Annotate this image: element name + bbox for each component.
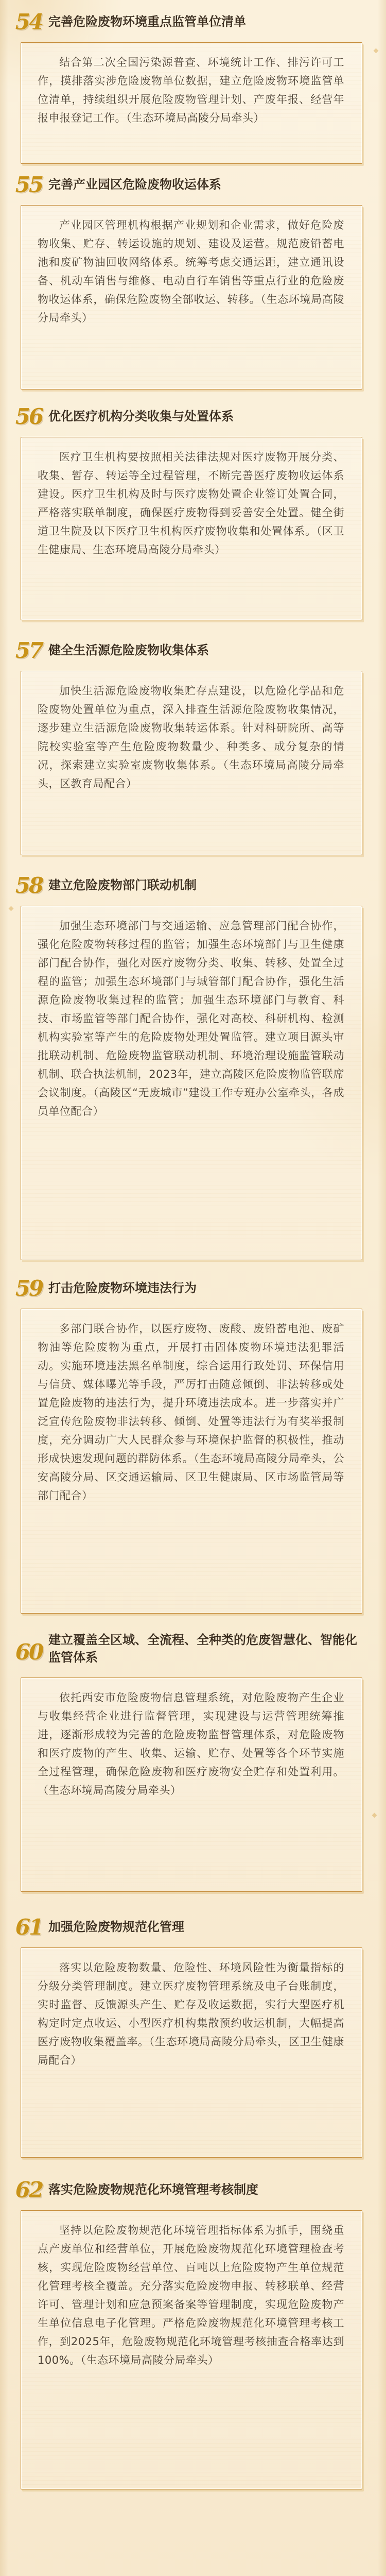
section-body: 结合第二次全国污染源普查、环境统计工作、排污许可工作，摸排落实涉危险废物单位数据，建立危险废物环境监管单位清单，持续组织开展危险废物管理计划、产废年报、经营年报申报登记工作。（生态环境局高陵分局牵头） bbox=[38, 56, 344, 124]
section-content-box bbox=[21, 1947, 362, 2158]
section-title: 优化医疗机构分类收集与处置体系 bbox=[48, 409, 234, 423]
section-header bbox=[11, 1630, 375, 1673]
section-number: 60 bbox=[15, 1639, 43, 1665]
section-header bbox=[11, 168, 375, 201]
section-title: 建立危险废物部门联动机制 bbox=[48, 878, 197, 892]
section-content-box bbox=[21, 1677, 362, 1892]
section-body: 坚持以危险废物规范化环境管理指标体系为抓手，围绕重点产废单位和经营单位，开展危险废物规范化环境管理检查考核，实现危险废物经营单位、百吨以上危险废物产生单位规范化管理考核全覆盖。充分落实危险废物申报、转移联单、经营许可、管理计划和应急预案备案等管理制度，实现危险废物产生单位信息电子化管理。严格危险废物规范化环境管理考核工作，到2025年，危险废物规范化环境管理考核抽查合格率达到100%。（生态环境局高陵分局牵头） bbox=[38, 2224, 344, 2366]
section-title: 加强危险废物规范化管理 bbox=[48, 1920, 184, 1934]
section-body: 落实以危险废物数量、危险性、环境风险性为衡量指标的分级分类管理制度。建立医疗废物管理系统及电子台账制度，实时监督、反馈源头产生、贮存及收运数据，实行大型医疗机构定时定点收运、小型医疗机构集散预约收运机制，大幅提高医疗废物收集覆盖率。（生态环境局高陵分局牵头，区卫生健康局配合） bbox=[38, 1961, 344, 2066]
section-55 bbox=[11, 168, 375, 395]
section-number: 62 bbox=[15, 2177, 43, 2202]
left-decorative-edge bbox=[0, 0, 8, 2576]
section-header bbox=[11, 634, 375, 667]
right-decorative-edge bbox=[378, 0, 386, 2576]
section-61 bbox=[11, 1910, 375, 2162]
section-header bbox=[11, 2173, 375, 2206]
section-content-box bbox=[21, 437, 362, 620]
section-62 bbox=[11, 2173, 375, 2576]
section-number: 61 bbox=[15, 1914, 43, 1940]
section-content-box bbox=[21, 671, 362, 855]
section-59 bbox=[11, 1272, 375, 1620]
section-header bbox=[11, 1272, 375, 1304]
section-number: 54 bbox=[15, 9, 43, 35]
section-body: 产业园区管理机构根据产业规划和企业需求，做好危险废物收集、贮存、转运设施的规划、建设及运营。规范废铅蓄电池和废矿物油回收网络体系。统筹考虑交通运距，建立通讯设备、机动车销售与维修、电动自行车销售等重点行业的危险废物收运体系，确保危险废物全部收运、转移。（生态环境局高陵分局牵头） bbox=[38, 219, 344, 324]
section-content-box bbox=[21, 205, 362, 389]
section-title: 完善危险废物环境重点监管单位清单 bbox=[48, 14, 246, 29]
section-body: 医疗卫生机构要按照相关法律法规对医疗废物开展分类、收集、暂存、转运等全过程管理，不断完善医疗废物收运体系建设。医疗卫生机构及时与医疗废物处置企业签订处置合同，严格落实联单制度，确保医疗废物得到妥善安全处置。健全街道卫生院及以下医疗卫生机构医疗废物收集和处置体系。（区卫生健康局、生态环境局高陵分局牵头） bbox=[38, 451, 344, 556]
section-number: 56 bbox=[15, 403, 43, 429]
section-content-box bbox=[21, 1309, 362, 1614]
section-header bbox=[11, 400, 375, 433]
section-content-box bbox=[21, 906, 362, 1260]
section-54 bbox=[11, 5, 375, 167]
section-56 bbox=[11, 400, 375, 628]
section-title: 健全生活源危险废物收集体系 bbox=[48, 643, 209, 657]
section-58 bbox=[11, 869, 375, 1265]
section-header bbox=[11, 5, 375, 38]
section-body: 依托西安市危险废物信息管理系统，对危险废物产生企业与收集经营企业进行监督管理，实现建设与运营管理统筹推进，逐渐形成较为完善的危险废物监督管理体系，对危险废物和医疗废物的产生、收集、运输、贮存、处置等各个环节实施全过程管理，确保危险废物和医疗废物安全贮存和处置利用。（生态环境局高陵分局牵头） bbox=[38, 1691, 344, 1797]
section-title: 落实危险废物规范化环境管理考核制度 bbox=[48, 2182, 258, 2197]
section-60 bbox=[11, 1630, 375, 1920]
section-number: 55 bbox=[15, 172, 43, 197]
section-body: 加强生态环境部门与交通运输、应急管理部门配合协作，强化危险废物转移过程的监管；加强生态环境部门与卫生健康部门配合协作，强化对医疗废物分类、收集、转移、处置全过程的监管；加强生态环境部门与城管部门配合协作，强化生活源危险废物收集过程的监管；加强生态环境部门与教育、科技、市场监管等部门配合协作，强化对高校、科研机构、检测机构实验室等产生的危险废物处理处置监管。建立项目源头审批联动机制、危险废物监管联动机制、环境治理设施监管联动机制、联合执法机制，2023年，建立高陵区危险废物监管联席会议制度。（高陵区“无废城市”建设工作专班办公室牵头，各成员单位配合） bbox=[38, 920, 344, 1117]
section-title: 建立覆盖全区域、全流程、全种类的危废智慧化、智能化监管体系 bbox=[48, 1633, 357, 1665]
section-number: 59 bbox=[15, 1275, 43, 1301]
section-57 bbox=[11, 634, 375, 863]
section-header bbox=[11, 1910, 375, 1943]
section-content-box bbox=[21, 42, 362, 164]
section-content-box bbox=[21, 2210, 362, 2489]
section-title: 打击危险废物环境违法行为 bbox=[48, 1281, 197, 1295]
section-number: 58 bbox=[15, 872, 43, 898]
section-header bbox=[11, 869, 375, 902]
section-title: 完善产业园区危险废物收运体系 bbox=[48, 177, 221, 192]
section-body: 加快生活源危险废物收集贮存点建设，以危险化学品和危险废物处置单位为重点，深入排查生活源危险废物收集情况，逐步建立生活源危险废物收集转运体系。针对科研院所、高等院校实验室等产生危险废物数量少、种类多、成分复杂的情况，探索建立实验室废物收集体系。（生态环境局高陵分局牵头，区教育局配合） bbox=[38, 685, 344, 790]
section-body: 多部门联合协作，以医疗废物、废酸、废铅蓄电池、废矿物油等危险废物为重点，开展打击固体废物环境违法犯罪活动。实施环境违法黑名单制度，综合运用行政处罚、环保信用与信贷、媒体曝光等手段，严厉打击随意倾倒、非法转移或处置危险废物的违法行为，提升环境违法成本。进一步落实并广泛宣传危险废物非法转移、倾倒、处置等违法行为有奖举报制度，充分调动广大人民群众参与环境保护监督的积极性，推动形成快速发现问题的群防体系。（生态环境局高陵分局牵头，公安高陵分局、区交通运输局、区卫生健康局、区市场监管局等部门配合） bbox=[38, 1323, 344, 1502]
section-number: 57 bbox=[15, 637, 43, 663]
